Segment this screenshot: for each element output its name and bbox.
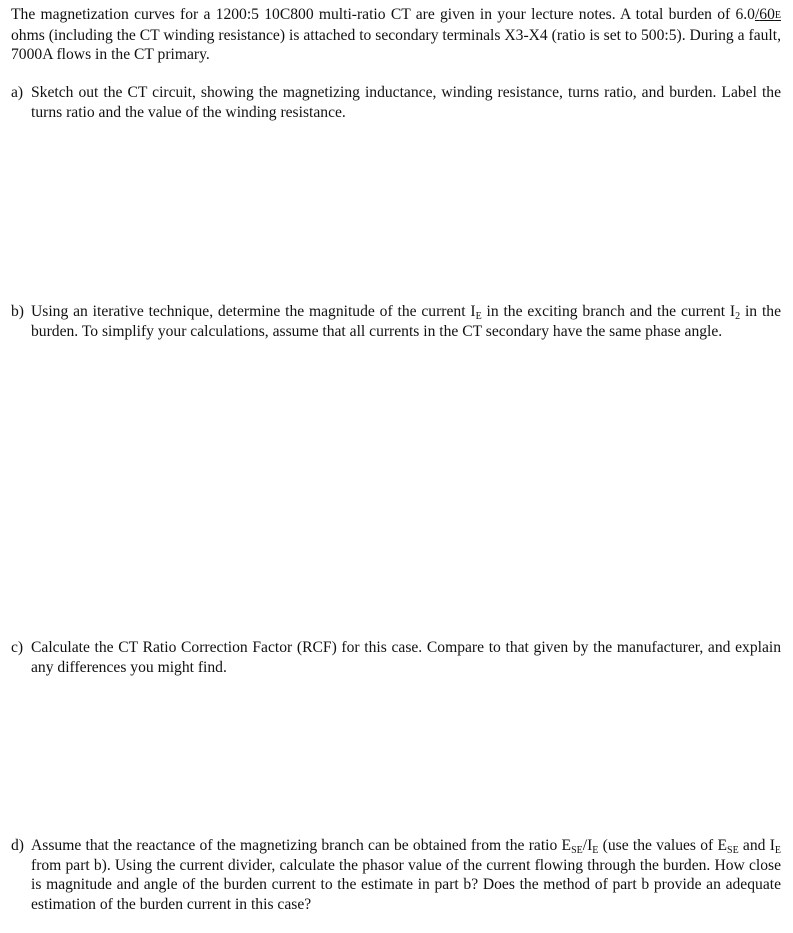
question-a-text: Sketch out the CT circuit, showing the magnetizing inductance, winding resistance, turns ratio, and burden. Label the turns ratio and the value of the winding resistance. — [31, 84, 781, 121]
question-b-text-2: in the exciting branch and the current I — [481, 303, 736, 320]
question-c — [11, 638, 781, 677]
intro-text-2: ohms (including the CT winding resistance) is attached to secondary terminals X3-X4 (ratio is set to 500:5). During a fault, 7000A flows in the CT primary. — [11, 26, 781, 63]
question-d-text-2: /I — [582, 837, 593, 854]
question-c-label: c) — [11, 639, 24, 656]
degree-symbol: E — [774, 10, 781, 21]
question-b — [11, 302, 781, 341]
burden-magnitude: 6.0 — [735, 6, 755, 23]
question-d-text-4: and I — [738, 837, 775, 854]
question-d-text-5: from part b). Using the current divider, calculate the phasor value of the current flowing through the burden. How close is magnitude and angle of the burden current to the estimate in part b? Does the method of part b provide an adequate estimation of the burden current in this case? — [31, 856, 781, 913]
subscript-2: 2 — [735, 311, 741, 322]
question-d-label: d) — [11, 837, 24, 854]
subscript-se: SE — [727, 845, 739, 856]
question-d-text-1: Assume that the reactance of the magnetizing branch can be obtained from the ratio E — [31, 837, 572, 854]
burden-angle — [755, 6, 781, 23]
subscript-se: SE — [571, 845, 583, 856]
problem-intro — [11, 5, 781, 65]
question-b-text — [31, 302, 781, 341]
question-b-text-3: in the burden. To simplify your calculations, assume that all currents in the CT secondary have the same phase angle. — [31, 303, 781, 340]
subscript-e: E — [774, 845, 782, 856]
question-a — [11, 83, 781, 122]
intro-text-1: The magnetization curves for a 1200:5 10C800 multi-ratio CT are given in your lecture notes. A total burden of — [11, 6, 736, 23]
subscript-e: E — [475, 311, 482, 322]
question-b-text-1: Using an iterative technique, determine the magnitude of the current I — [31, 303, 476, 320]
question-a-label: a) — [11, 84, 24, 101]
question-c-text: Calculate the CT Ratio Correction Factor (RCF) for this case. Compare to that given by the manufacturer, and explain any differences you might find. — [31, 639, 781, 676]
question-d — [11, 836, 781, 914]
question-d-text — [31, 836, 781, 914]
angle-slash: / — [754, 6, 760, 23]
angle-value: 60 — [759, 6, 775, 23]
question-b-label: b) — [11, 303, 24, 320]
question-d-text-3: (use the values of E — [598, 837, 728, 854]
subscript-e: E — [592, 845, 599, 856]
